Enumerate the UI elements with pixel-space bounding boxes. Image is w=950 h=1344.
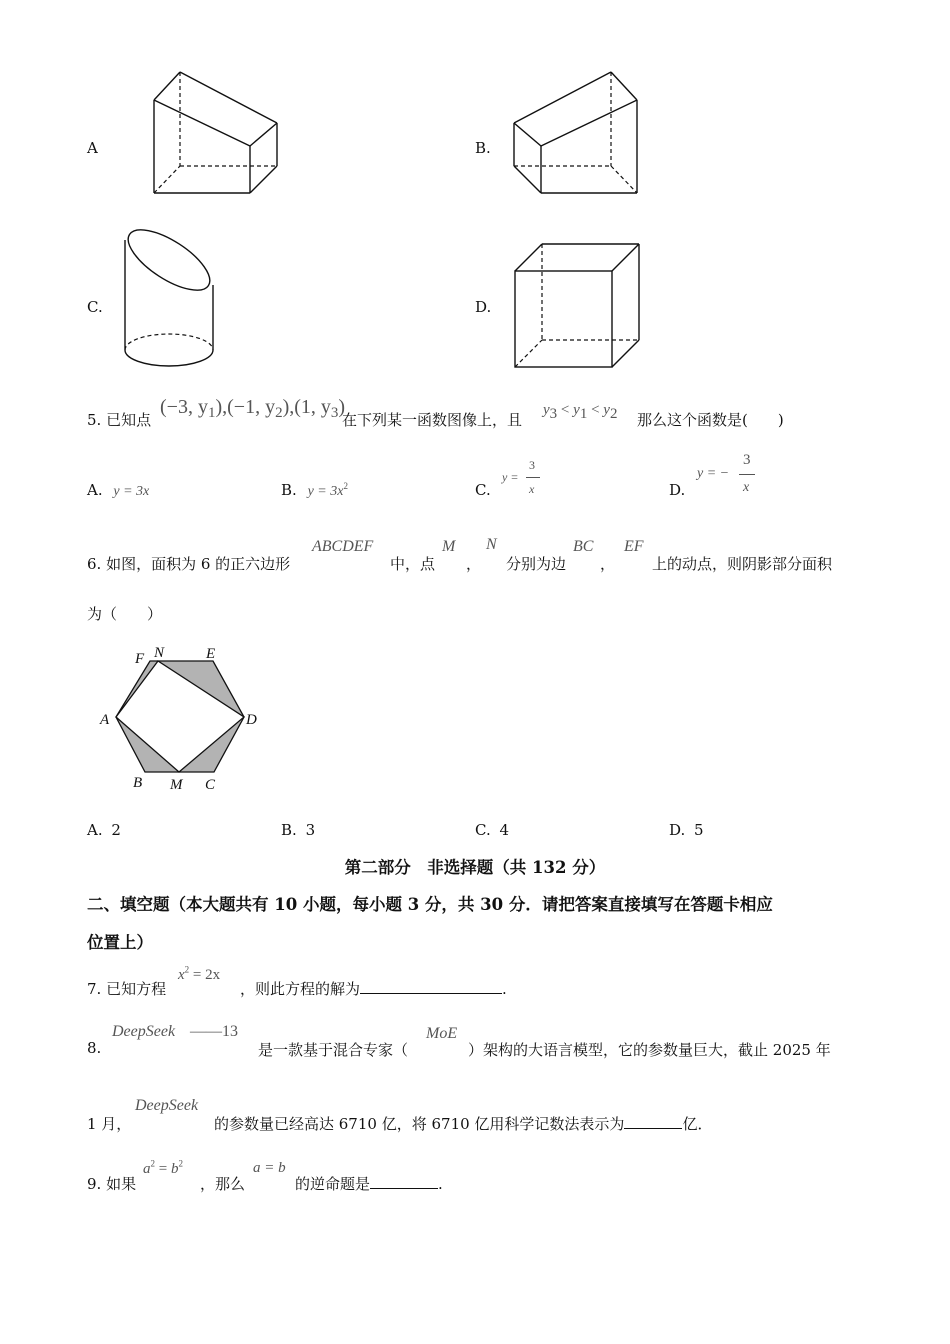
q6-side-ef: EF bbox=[624, 538, 644, 555]
q9-answer-blank[interactable] bbox=[370, 1174, 438, 1189]
solid-b-hidden-edge bbox=[611, 166, 637, 193]
q8-model-name-2: DeepSeek bbox=[135, 1097, 199, 1114]
q7-answer-line: ，则此方程的解为 . bbox=[240, 980, 507, 998]
label-c: C bbox=[205, 777, 216, 793]
q8-number: 8. bbox=[87, 1039, 102, 1057]
q6-side-bc: BC bbox=[573, 538, 594, 555]
solid-d-edge bbox=[515, 244, 542, 271]
label-a: A bbox=[100, 712, 110, 728]
q7-stem: 7. 已知方程 bbox=[87, 980, 167, 998]
q9-text2: ，那么 bbox=[200, 1175, 246, 1193]
solid-c-bottom-back bbox=[125, 334, 213, 350]
q9-condition: $a^2 = b^2$ bbox=[143, 1158, 183, 1177]
q8-line2: 的参数量已经高达 6710 亿，将 6710 亿用科学记数法表示为 亿． bbox=[214, 1115, 713, 1133]
q5-option-b[interactable]: B. $y = 3x^2$ bbox=[281, 481, 348, 499]
solid-a-figure bbox=[150, 70, 280, 196]
q6-text2: 中，点 bbox=[390, 555, 436, 573]
q6-comma2: ， bbox=[600, 555, 616, 573]
option-a-label: A bbox=[87, 139, 98, 157]
q6-option-b[interactable]: B. 3 bbox=[281, 821, 316, 839]
option-b-label: B. bbox=[475, 139, 491, 157]
hexagon-outline bbox=[116, 661, 244, 772]
q8-moe: MoE bbox=[426, 1025, 458, 1042]
q9-conclusion: a = b bbox=[253, 1160, 286, 1176]
q5-option-c-label[interactable]: C. bbox=[475, 481, 491, 499]
solid-d-front-face bbox=[515, 271, 612, 367]
q6-option-d[interactable]: D. 5 bbox=[669, 821, 704, 839]
section2-heading-line1: 二、填空题（本大题共有 10 小题，每小题 3 分，共 30 分．请把答案直接填写在答题卡相应 bbox=[87, 895, 773, 914]
q8-model-name: DeepSeek bbox=[112, 1023, 176, 1040]
q5-option-c-formula: y = 3 x bbox=[502, 458, 547, 502]
solid-b-figure bbox=[510, 70, 640, 196]
solid-c-top-ellipse bbox=[119, 218, 219, 301]
q5-text-middle: 在下列某一函数图像上，且 bbox=[342, 411, 523, 429]
q8-answer-blank[interactable] bbox=[624, 1114, 682, 1129]
quadrilateral-anmd bbox=[116, 661, 244, 772]
solid-d-edge bbox=[612, 340, 639, 367]
q7-equation: $x^2 = 2x$ bbox=[178, 964, 221, 983]
section2-heading-line2: 位置上） bbox=[87, 933, 153, 952]
q5-option-d-formula: y = − 3 x bbox=[697, 452, 762, 502]
q5-text-before: 已知点 bbox=[106, 411, 152, 429]
solid-a-edge bbox=[250, 166, 277, 193]
q6-text5: 为（ ） bbox=[87, 605, 163, 623]
solid-b-edge bbox=[514, 166, 541, 193]
q5-number: 5. bbox=[87, 411, 102, 429]
part2-title: 第二部分 非选择题（共 132 分） bbox=[344, 858, 606, 877]
option-c-label: C. bbox=[87, 298, 103, 316]
q8-line2-start: 1 月， bbox=[87, 1115, 132, 1133]
q6-comma1: ， bbox=[466, 555, 482, 573]
q5-option-d-label[interactable]: D. bbox=[669, 481, 686, 499]
solid-a-edge bbox=[250, 123, 277, 146]
q5-points: (−3, $y_1),(-1$, $y_2),(1$, $y_3$) bbox=[160, 396, 346, 422]
q9-answer-line: 的逆命题是 . bbox=[295, 1175, 443, 1193]
q5-text-after: 那么这个函数是( ) bbox=[637, 411, 784, 429]
label-n: N bbox=[154, 645, 165, 661]
q5-stem bbox=[87, 409, 151, 430]
q6-point-n: N bbox=[486, 536, 497, 553]
solid-d-edge bbox=[612, 244, 639, 271]
solid-b-edge bbox=[611, 72, 637, 100]
q8-text2: ）架构的大语言模型，它的参数量巨大，截止 2025 年 bbox=[468, 1041, 831, 1059]
solid-d-hidden-edge bbox=[515, 340, 542, 367]
label-e: E bbox=[206, 646, 216, 662]
q5-option-a[interactable]: A. y = 3x bbox=[87, 481, 150, 499]
solid-a-edge bbox=[180, 72, 277, 123]
hexagon-figure bbox=[98, 640, 268, 800]
q6-hexagon-name: ABCDEF bbox=[312, 538, 374, 555]
q8-text1: 是一款基于混合专家（ bbox=[258, 1041, 409, 1059]
label-m: M bbox=[170, 777, 183, 793]
solid-a-edge bbox=[154, 100, 250, 146]
q6-point-m: M bbox=[442, 538, 456, 555]
label-d: D bbox=[246, 712, 257, 728]
solid-c-figure bbox=[120, 230, 220, 370]
solid-c-bottom-front bbox=[125, 350, 213, 366]
q6-option-c[interactable]: C. 4 bbox=[475, 821, 510, 839]
solid-a-edge bbox=[154, 72, 180, 100]
q8-model-version: ——13 bbox=[190, 1023, 238, 1040]
q5-condition: $y_3 < y_1 < y_2$ bbox=[543, 402, 618, 423]
solid-b-edge bbox=[514, 72, 611, 123]
option-d-label: D. bbox=[475, 298, 492, 316]
solid-b-edge bbox=[514, 123, 541, 146]
label-b: B bbox=[133, 775, 143, 791]
solid-b-edge bbox=[541, 100, 637, 146]
q9-stem: 9. 如果 bbox=[87, 1175, 137, 1193]
q6-stem-start: 6. 如图，面积为 6 的正六边形 bbox=[87, 555, 291, 573]
q6-option-a[interactable]: A. 2 bbox=[87, 821, 121, 839]
solid-a-hidden-edge bbox=[154, 166, 180, 193]
fraction-bar bbox=[526, 477, 540, 478]
q6-text4: 上的动点，则阴影部分面积 bbox=[652, 555, 833, 573]
q6-text3: 分别为边 bbox=[506, 555, 567, 573]
fraction-bar bbox=[739, 474, 755, 475]
solid-d-figure bbox=[512, 242, 644, 370]
q7-answer-blank[interactable] bbox=[360, 979, 502, 994]
label-f: F bbox=[135, 651, 145, 667]
